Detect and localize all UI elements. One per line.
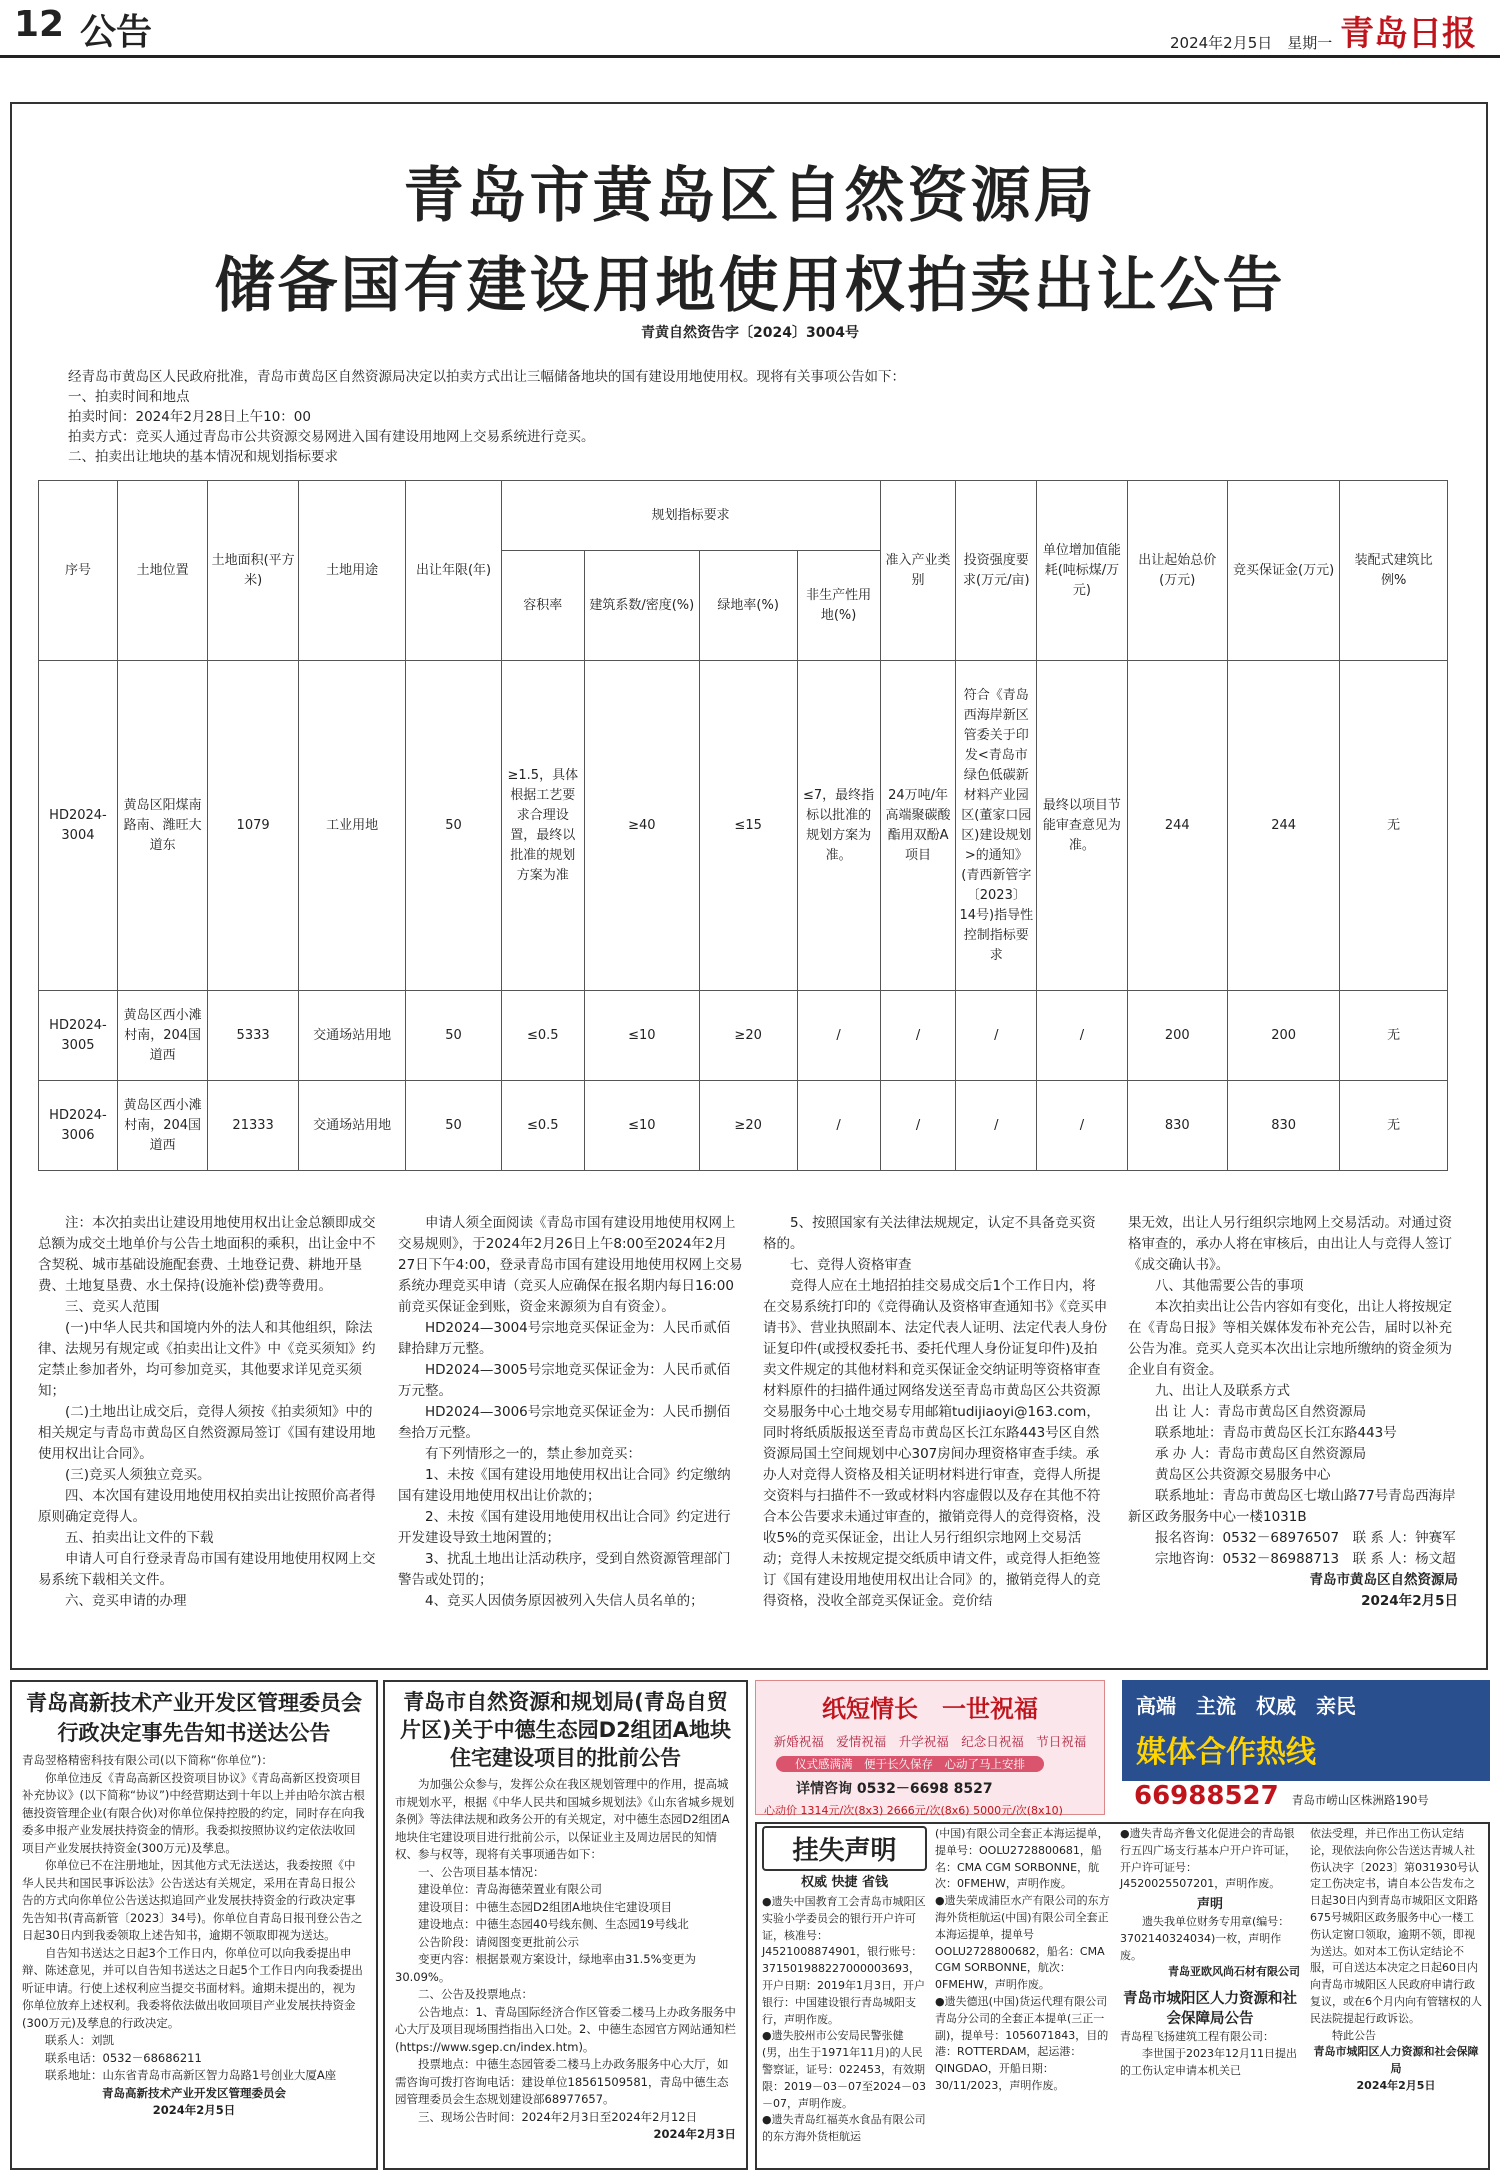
notice-column-1 [38,1213,378,1612]
paragraph: 竞得人应在土地招拍挂交易成交后1个工作日内，将在交易系统打印的《竞得确认及资格审查通知书》《竞买申请书》、营业执照副本、法定代表人证明、法定代表人身份证复印件(或授权委托书、委托代理人身份证复印件)及拍卖文件规定的其他材料和竞买保证金交纳证明等资格审查材料原件的扫描件通过网络发送至青岛市黄岛区公共资源交易服务中心土地交易专用邮箱tudijiaoyi@163.com，同时将纸质版报送至青岛市黄岛区长江东路443号区自然资源局国土空间规划中心307房间办理资格审查手续。承办人对竞得人资格及相关证明材料进行审查，竞得人所提交资料与扫描件不一致或材料内容虚假以及存在其他不符合本公告要求未通过审查的，撤销竞得人的竞得资格，没收5%的竞买保证金，出让人另行组织宗地网上交易活动；竞得人未按规定提交纸质申请文件，或竞得人拒绝签订《国有建设用地使用权出让合同》的，撤销竞得人的竞得资格，没收全部竞买保证金。竞价结 [763,1278,1108,1609]
cell: 50 [406,1081,501,1171]
hr-title: 青岛市城阳区人力资源和社会保障局公告 [1123,1991,1297,2028]
paragraph: 四、本次国有建设用地使用权拍卖出让按照价高者得原则确定竞得人。 [38,1488,376,1525]
th-no: 序号 [39,481,118,661]
paragraph: (二)土地出让成交后，竞得人须按《拍卖须知》中的相关规定与青岛市黄岛区自然资源局签订《国有建设用地使用权出让合同》。 [38,1404,376,1462]
th-nonprod: 非生产性用地(%) [797,551,880,661]
paragraph: 公告阶段：请阅图变更批前公示 [418,1934,579,1949]
th-area: 土地面积(平方米) [208,481,298,661]
cell: 200 [1227,991,1339,1081]
th-location: 土地位置 [117,481,207,661]
cell: / [956,991,1037,1081]
lost-item: ●遗失青岛齐鲁文化促进会的青岛银行五四广场支行基本户开户许可证，开户许可证号：J4520025507201，声明作废。 [1120,1827,1296,1891]
cell: ≤7，最终指标以批准的规划方案为准。 [797,661,880,991]
table-row [39,1081,1448,1171]
paragraph: 联系地址：山东省青岛市高新区智力岛路1号创业大厦A座 [45,2068,337,2082]
notice-column-2 [398,1213,743,1612]
lost-item: ●遗失德迅(中国)货运代理有限公司青岛分公司的全套正本提单(三正一副)，提单号：1056071843，目的港：ROTTERDAM，起运港：QINGDAO，开船日期：30/11/2023，声明作废。 [935,1994,1109,2092]
lost-item: (中国)有限公司全套正本海运提单，提单号：OOLU2728800681，船名：CMA CGM SORBONNE，航次：0FMEHW，声明作废。 [935,1827,1109,1891]
signature: 青岛市黄岛区自然资源局 [1309,1572,1458,1588]
notice-title-1: 青岛市黄岛区自然资源局 [403,161,1097,231]
cell: 21333 [208,1081,298,1171]
newspaper-logo: 青岛日报 [1340,14,1476,54]
paragraph: 为加强公众参与，发挥公众在我区规划管理中的作用，提高城市规划水平，根据《中华人民共和国城乡规划法》《山东省城乡规划条例》等法律法规和政务公开的有关规定，对中德生态园D2组团A地块住宅建设项目进行批前公示，以保证业主及周边居民的知情权、参与权等，现将有关事项通告如下： [395,1777,735,1861]
notice-column-4 [1128,1213,1458,1612]
th-invest: 投资强度要求(万元/亩) [956,481,1037,661]
lost-item: ●遗失青岛红福英水食品有限公司的东方海外货柜航运 [762,2113,926,2144]
th-energy: 单位增加值能耗(吨标煤/万元) [1037,481,1127,661]
cell: 交通场站用地 [298,1081,406,1171]
paragraph: HD2024—3005号宗地竞买保证金为：人民币贰佰万元整。 [398,1362,731,1399]
cell: 830 [1227,1081,1339,1171]
cell: 200 [1127,991,1227,1081]
cell: 无 [1340,661,1448,991]
hr-end: 特此公告 [1332,2028,1376,2042]
paragraph: 报名咨询：0532－68976507 联 系 人：钟赛军 [1155,1530,1456,1546]
cell: ≥20 [699,991,797,1081]
paragraph: 三、竞买人范围 [65,1299,160,1315]
table-row [39,661,1448,991]
ad-slogan: 仪式感满满 便于长久保存 心动了马上安排 [776,1756,1044,1772]
cell: 符合《青岛西海岸新区管委关于印发<青岛市绿色低碳新材料产业园区(董家口园区)建设规划>的通知》(青西新管字〔2023〕14号)指导性控制指标要求 [956,661,1037,991]
th-industry: 准入产业类别 [880,481,956,661]
cell: 黄岛区西小滩村南，204国道西 [117,1081,207,1171]
cell: / [1037,1081,1127,1171]
hr-signature: 青岛市城阳区人力资源和社会保障局 [1313,2045,1479,2076]
paragraph: 公告地点：1、青岛国际经济合作区管委二楼马上办政务服务中心大厅及项目现场围挡指出入口处。2、中德生态园官方网站通知栏(https://www.sgep.cn/index.htm)。 [395,2004,736,2054]
ad-tags: 新婚祝福 爱情祝福 升学祝福 纪念日祝福 节日祝福 [773,1734,1087,1749]
lost-item: ●遗失荣成浦臣水产有限公司的东方海外货柜航运(中国)有限公司全套正本海运提单，提单号OOLU2728800682，船名：CMA CGM SORBONNE，航次：0FMEHW，声明作废。 [935,1894,1110,1992]
th-deposit: 竞买保证金(万元) [1227,481,1339,661]
ziran-title: 青岛市自然资源和规划局(青岛自贸片区)关于中德生态园D2组团A地块住宅建设项目的批前公告 [400,1690,731,1770]
cell: 黄岛区西小滩村南，204国道西 [117,991,207,1081]
gaoxin-title: 青岛高新技术产业开发区管理委员会行政决定事先告知书送达公告 [26,1691,362,1745]
ad-number: 66988527 [1134,1781,1279,1811]
lost-item: ●遗失胶州市公安局民警张健(男，出生于1971年11月)的人民警察证，证号：022453，有效期限：2019－03－07至2024－03－07，声明作废。 [762,2029,926,2110]
paragraph: 联系地址：青岛市黄岛区长江东路443号 [1155,1425,1397,1441]
hr-addressee: 青岛程飞扬建筑工程有限公司： [1120,2030,1274,2044]
paragraph: 果无效，出让人另行组织宗地网上交易活动。对通过资格审查的，承办人将在审核后，由出让人与竞得人签订《成交确认书》。 [1128,1215,1452,1273]
intro-line: 拍卖时间：2024年2月28日上午10：00 [68,409,311,425]
paragraph: 申请人可自行登录青岛市国有建设用地使用权网上交易系统下载相关文件。 [38,1551,376,1588]
paragraph: 有下列情形之一的，禁止参加竞买： [425,1446,641,1462]
page-number: 12 [14,4,65,45]
cell: 5333 [208,991,298,1081]
paragraph: 联系电话：0532－68686211 [45,2050,202,2065]
th-planning: 规划指标要求 [501,481,880,551]
paragraph: 变更内容：根据景观方案设计，绿地率由31.5%变更为30.09%。 [395,1952,697,1984]
gaoxin-notice [10,1680,378,2170]
paragraph: 2、未按《国有建设用地使用权出让合同》约定进行开发建设导致土地闲置的； [398,1509,731,1546]
signature-date: 2024年2月5日 [1361,1593,1458,1609]
paragraph: 五、拍卖出让文件的下载 [65,1530,214,1546]
paragraph: 联系人：刘凯 [45,2033,114,2047]
signature: 青岛高新技术产业开发区管理委员会 [102,2085,286,2100]
cell: ≤0.5 [501,1081,584,1171]
paragraph: 4、竞买人因债务原因被列入失信人员名单的； [425,1593,704,1609]
th-prefab: 装配式建筑比例% [1340,481,1448,661]
cell: / [880,991,956,1081]
lost-subtitle: 权威 快捷 省钱 [800,1875,889,1890]
paragraph: 你单位违反《青岛高新区投资项目协议》《青岛高新区投资项目补充协议》(以下简称“协议”)中经营期达到十年以上并由哈尔滨古根德投资管理企业(有限合伙)对你单位保持控股的约定，同时存在向我委多申报产业发展扶持资金的情形。我委拟按照协议约定依法收回项目产业发展扶持资金(300万元)及孳息。 [22,1770,365,1855]
paragraph: 七、竞得人资格审查 [790,1257,912,1273]
signature-date: 2024年2月3日 [653,2127,736,2141]
paragraph: (三)竞买人须独立竞买。 [65,1467,211,1483]
paragraph: 九、出让人及联系方式 [1155,1383,1290,1399]
cell: ≤0.5 [501,991,584,1081]
paragraph: 投票地点：中德生态园管委二楼马上办政务服务中心大厅，如需咨询可拨打咨询电话：建设单位18561509581，青岛中德生态园管理委员会生态规划建设部68977657。 [395,2057,729,2106]
notice-column-3 [763,1213,1108,1612]
cell: ≤10 [584,1081,699,1171]
cell: 无 [1340,1081,1448,1171]
ad-mid: 媒体合作热线 [1136,1735,1316,1770]
cell: / [956,1081,1037,1171]
paragraph: 建设单位：青岛海德荣置业有限公司 [418,1882,602,1896]
paragraph: 一、公告项目基本情况： [418,1864,545,1879]
ad-address: 青岛市崂山区株洲路190号 [1291,1793,1429,1807]
cell: 黄岛区阳煤南路南、潍旺大道东 [117,661,207,991]
notice-intro [68,367,1448,467]
hr-body: 李世国于2023年12月11日提出的工伤认定申请本机关已 [1120,2046,1297,2077]
statement-body: 遗失我单位财务专用章(编号：3702140324034)一枚，声明作废。 [1120,1914,1290,1962]
cell: ≤15 [699,661,797,991]
paragraph: 建设项目：中德生态园D2组团A地块住宅建设项目 [418,1899,673,1914]
cell: HD2024-3005 [39,991,118,1081]
intro-line: 二、拍卖出让地块的基本情况和规划指标要求 [68,449,338,465]
cell: 交通场站用地 [298,991,406,1081]
ad-price: 心动价 1314元/次(8x3) 2666元/次(8x6) 5000元/次(8x10) [764,1804,1063,1817]
lost-title: 挂失声明 [762,1826,927,1871]
paragraph: 六、竞买申请的办理 [65,1593,187,1609]
intro-line: 经青岛市黄岛区人民政府批准，青岛市黄岛区自然资源局决定以拍卖方式出让三幅储备地块的国有建设用地使用权。现将有关事项公告如下： [68,369,905,385]
paragraph: 三、现场公告时间：2024年2月3日至2024年2月12日 [418,2109,698,2124]
th-years: 出让年限(年) [406,481,501,661]
intro-line: 一、拍卖时间和地点 [68,389,190,405]
th-price: 出让起始总价(万元) [1127,481,1227,661]
signature-date: 2024年2月5日 [152,2103,236,2117]
th-green: 绿地率(%) [699,551,797,661]
cell: ≤10 [584,991,699,1081]
cell: 50 [406,661,501,991]
cell: / [880,1081,956,1171]
cell: 无 [1340,991,1448,1081]
intro-line: 拍卖方式：竞买人通过青岛市公共资源交易网进入国有建设用地网上交易系统进行竞买。 [68,429,595,445]
media-ad [1122,1680,1490,1815]
page-header [0,0,1500,58]
table-row [39,991,1448,1081]
cell: 最终以项目节能审查意见为准。 [1037,661,1127,991]
lost-column-d [1310,1826,1482,2095]
cell: 830 [1127,1081,1227,1171]
th-density: 建筑系数/密度(%) [584,551,699,661]
paragraph: 承 办 人：青岛市黄岛区自然资源局 [1155,1446,1367,1462]
ad-top: 高端 主流 权威 亲民 [1136,1694,1356,1718]
cell: 工业用地 [298,661,406,991]
cell: 24万吨/年高端聚碳酸酯用双酚A项目 [880,661,956,991]
cell: 50 [406,991,501,1081]
paragraph: 建设地点：中德生态园40号线东侧、生态园19号线北 [418,1917,689,1931]
cell: / [797,1081,880,1171]
paragraph: 八、其他需要公告的事项 [1155,1278,1304,1294]
cell: 244 [1227,661,1339,991]
th-use: 土地用途 [298,481,406,661]
paragraph: 出 让 人：青岛市黄岛区自然资源局 [1155,1404,1367,1420]
paragraph: 你单位已不在注册地址，因其他方式无法送达，我委按照《中华人民共和国民事诉讼法》公告送达有关规定，采用在青岛日报公告的方式向你单位公告送达拟追回产业发展扶持资金的行政决定事先告知书(青高新管〔2023〕34号)。你单位自青岛日报刊登公告之日起30日内到我委领取上述告知书，逾期不领取即视为送达。 [22,1858,363,1942]
lost-column-b [935,1826,1110,2095]
cell: ≥20 [699,1081,797,1171]
paragraph: HD2024—3004号宗地竞买保证金为：人民币贰佰肆拾肆万元整。 [398,1320,731,1357]
cell: ≥40 [584,661,699,991]
cell: ≥1.5，具体根据工艺要求合理设置，最终以批准的规划方案为准 [501,661,584,991]
hr-date: 2024年2月5日 [1356,2078,1436,2092]
ad-title: 纸短情长 一世祝福 [822,1695,1038,1723]
ad-phone: 详情咨询 0532－6698 8527 [796,1781,993,1797]
hr-body: 依法受理，并已作出工伤认定结论，现依法向你公告送达青城人社伤认决字〔2023〕第031930号认定工伤决定书，请自本公告发布之日起30日内到青岛市城阳区文阳路675号城阳区政务服务中心一楼工伤认定窗口领取，逾期不领，即视为送达。如对本工伤认定结论不服，可自送达本决定之日起60日内向青岛市城阳区人民政府申请行政复议，或在6个月内向有管辖权的人民法院提起行政诉讼。 [1310,1827,1482,2025]
paragraph: HD2024—3006号宗地竞买保证金为：人民币捌佰叁拾万元整。 [398,1404,731,1441]
paragraph: 1、未按《国有建设用地使用权出让合同》约定缴纳国有建设用地使用权出让价款的； [398,1467,731,1504]
paragraph: 联系地址：青岛市黄岛区七墩山路77号青岛西海岸新区政务服务中心一楼1031B [1128,1488,1456,1525]
blessing-ad [755,1680,1105,1815]
lost-column-c [1120,1826,1300,2080]
paragraph: 宗地咨询：0532－86988713 联 系 人：杨文超 [1155,1551,1456,1567]
cell: / [797,991,880,1081]
paragraph: 3、扰乱土地出让活动秩序，受到自然资源管理部门警告或处罚的； [398,1551,731,1588]
notice-doc-number: 青黄自然资告字〔2024〕3004号 [641,325,859,341]
section-name: 公告 [80,12,153,53]
ziran-notice [383,1680,748,2170]
issue-date: 2024年2月5日 星期一 [1170,34,1333,52]
paragraph: 黄岛区公共资源交易服务中心 [1155,1467,1331,1483]
land-table [38,480,1448,1171]
paragraph: 本次拍卖出让公告内容如有变化，出让人将按规定在《青岛日报》等相关媒体发布补充公告，届时以补充公告为准。竞买人竞买本次出让宗地所缴纳的资金须为企业自有资金。 [1128,1299,1452,1378]
paragraph: 5、按照国家有关法律法规规定，认定不具备竞买资格的。 [763,1215,1096,1252]
cell: HD2024-3004 [39,661,118,991]
th-far: 容积率 [501,551,584,661]
paragraph: 申请人须全面阅读《青岛市国有建设用地使用权网上交易规则》，于2024年2月26日上午8:00至2024年2月27日下午4:00，登录青岛市国有建设用地使用权网上交易系统办理竞买申请（竞买人应确保在报名期内每日16:00前竞买保证金到账，资金来源须为自有资金）。 [398,1215,743,1315]
paragraph: 二、公告及投票地点： [418,1987,533,2001]
cell: HD2024-3006 [39,1081,118,1171]
cell: 1079 [208,661,298,991]
lost-item: ●遗失中国教育工会青岛市城阳区实验小学委员会的银行开户许可证，核准号：J4521008874901，银行账号：371501988227000003693，开户日期：2019年1月3日，开户银行：中国建设银行青岛城阳支行，声明作废。 [762,1895,926,2026]
cell: / [1037,991,1127,1081]
lost-column-a [762,1826,927,2146]
paragraph: (一)中华人民共和国境内外的法人和其他组织，除法律、法规另有规定或《拍卖出让文件》中《竞买须知》约定禁止参加者外，均可参加竞买，其他要求详见竞买须知； [38,1320,376,1399]
paragraph: 青岛翌格精密科技有限公司(以下简称“你单位”)： [22,1753,273,1767]
paragraph: 注：本次拍卖出让建设用地使用权出让金总额即成交总额为成交土地单价与公告土地面积的乘积，出让金中不含契税、城市基础设施配套费、土地登记费、耕地开垦费、土地复垦费、水土保持(设施补偿)费等费用。 [38,1215,376,1294]
paragraph: 自告知书送达之日起3个工作日内，你单位可以向我委提出申辩、陈述意见，并可以自告知书送达之日起5个工作日内向我委提出听证申请。行使上述权利应当提交书面材料。逾期未提出的，视为你单位放弃上述权利。我委将依法做出收回项目产业发展扶持资金(300万元)及孳息的行政决定。 [22,1945,363,2030]
cell: 244 [1127,661,1227,991]
statement-title: 声明 [1196,1897,1223,1913]
notice-title-2: 储备国有建设用地使用权拍卖出让公告 [214,251,1286,321]
statement-signature: 青岛亚欧风尚石材有限公司 [1168,1965,1300,1979]
